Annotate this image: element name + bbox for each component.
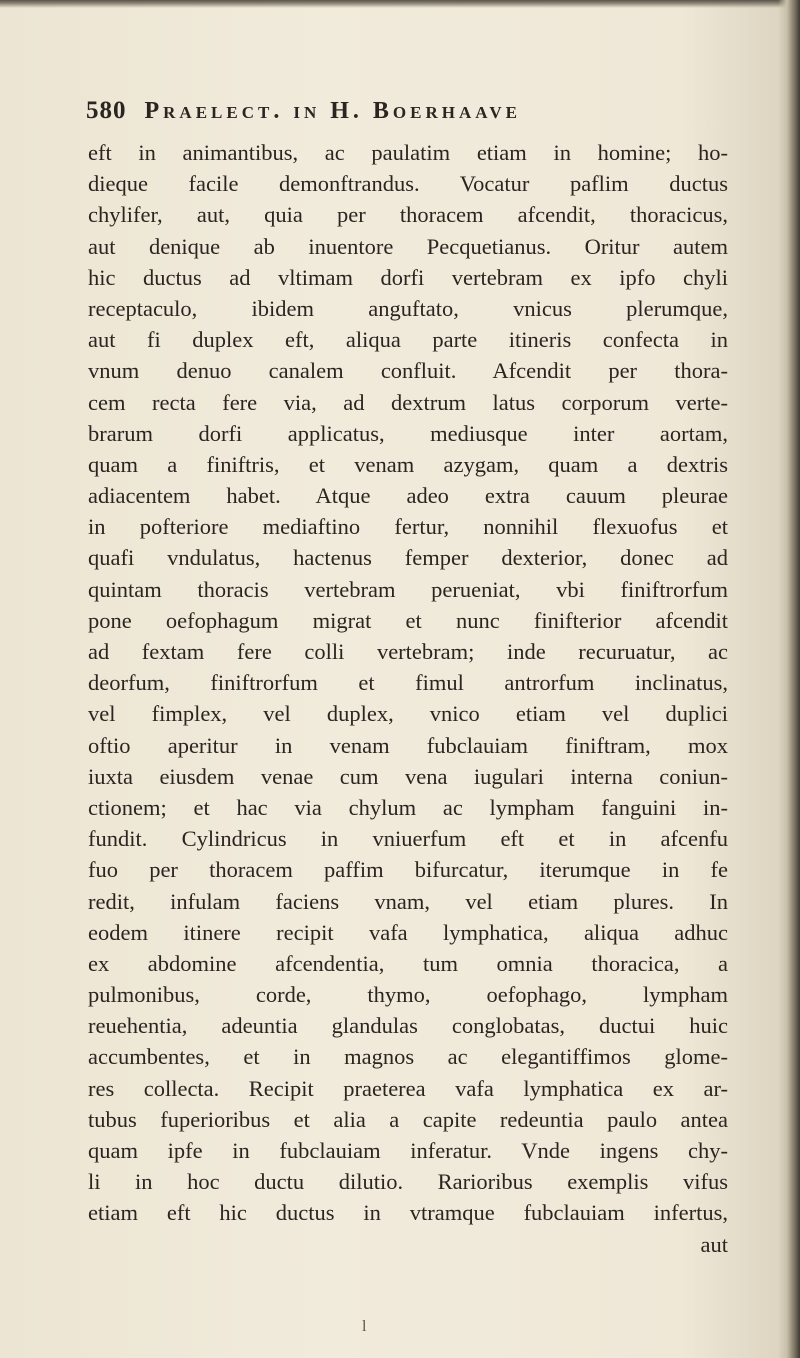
text-line: deorfum, finiftrorfum et fimul antrorfum inclinatus, bbox=[88, 670, 728, 696]
text-line: eft in animantibus, ac paulatim etiam in homine; ho- bbox=[88, 140, 728, 165]
text-line: accumbentes, et in magnos ac elegantiffimos glome- bbox=[88, 1044, 728, 1070]
text-line: quam ipfe in fubclauiam inferatur. Vnde ingens chy- bbox=[88, 1138, 728, 1163]
text-line: ad fextam fere colli vertebram; inde recuruatur, ac bbox=[88, 639, 728, 664]
text-line: hic ductus ad vltimam dorfi vertebram ex ipfo chyli bbox=[88, 264, 728, 290]
text-line: etiam eft hic ductus in vtramque fubclauiam infertus, bbox=[88, 1200, 728, 1226]
text-line: fundit. Cylindricus in vniuerfum eft et in afcenfu bbox=[88, 826, 728, 852]
text-line: adiacentem habet. Atque adeo extra cauum pleurae bbox=[88, 483, 728, 509]
text-line: cem recta fere via, ad dextrum latus corporum verte- bbox=[88, 389, 728, 415]
text-line: pone oefophagum migrat et nunc finifterior afcendit bbox=[88, 607, 728, 633]
text-line: redit, infulam faciens vnam, vel etiam plures. In bbox=[88, 888, 728, 914]
text-line: iuxta eiusdem venae cum vena iugulari interna coniun- bbox=[88, 763, 728, 789]
body-text bbox=[88, 137, 728, 1260]
text-line: ctionem; et hac via chylum ac lympham fanguini in- bbox=[88, 794, 728, 820]
page-number: 580 bbox=[86, 97, 127, 124]
text-line: dieque facile demonftrandus. Vocatur paflim ductus bbox=[88, 171, 728, 197]
text-line: vel fimplex, vel duplex, vnico etiam vel duplici bbox=[88, 701, 728, 727]
text-line: quam a finiftris, et venam azygam, quam a dextris bbox=[88, 451, 728, 477]
text-line: pulmonibus, corde, thymo, oefophago, lympham bbox=[88, 982, 728, 1008]
page-binding-edge bbox=[778, 0, 800, 1358]
catchword: aut bbox=[700, 1231, 728, 1257]
text-line: li in hoc ductu dilutio. Rarioribus exemplis vifus bbox=[88, 1169, 728, 1195]
text-line: aut fi duplex eft, aliqua parte itineris confecta in bbox=[88, 327, 728, 353]
page-top-shadow bbox=[0, 0, 800, 8]
text-line: oftio aperitur in venam fubclauiam finiftram, mox bbox=[88, 732, 728, 758]
text-line: chylifer, aut, quia per thoracem afcendit, thoracicus, bbox=[88, 202, 728, 228]
text-line: quintam thoracis vertebram perueniat, vbi finiftrorfum bbox=[88, 576, 728, 602]
text-line: ex abdomine afcendentia, tum omnia thoracica, a bbox=[88, 950, 728, 976]
text-line: eodem itinere recipit vafa lymphatica, aliqua adhuc bbox=[88, 919, 728, 945]
text-line: tubus fuperioribus et alia a capite redeuntia paulo antea bbox=[88, 1106, 728, 1132]
text-line: fuo per thoracem paffim bifurcatur, iterumque in fe bbox=[88, 857, 728, 883]
running-head: Praelect. in H. Boerhaave bbox=[144, 98, 521, 124]
text-line: reuehentia, adeuntia glandulas conglobatas, ductui huic bbox=[88, 1013, 728, 1039]
text-line: quafi vndulatus, hactenus femper dexterior, donec ad bbox=[88, 545, 728, 571]
text-line: aut denique ab inuentore Pecquetianus. Oritur autem bbox=[88, 233, 728, 259]
text-line: vnum denuo canalem confluit. Afcendit per thora- bbox=[88, 358, 728, 384]
text-line: receptaculo, ibidem anguftato, vnicus plerumque, bbox=[88, 295, 728, 321]
page-header bbox=[86, 97, 726, 133]
footer-mark: l bbox=[362, 1318, 367, 1335]
text-line: brarum dorfi applicatus, mediusque inter aortam, bbox=[88, 420, 728, 446]
text-line: in pofteriore mediaftino fertur, nonnihil flexuofus et bbox=[88, 514, 728, 540]
text-line: res collecta. Recipit praeterea vafa lymphatica ex ar- bbox=[88, 1075, 728, 1101]
